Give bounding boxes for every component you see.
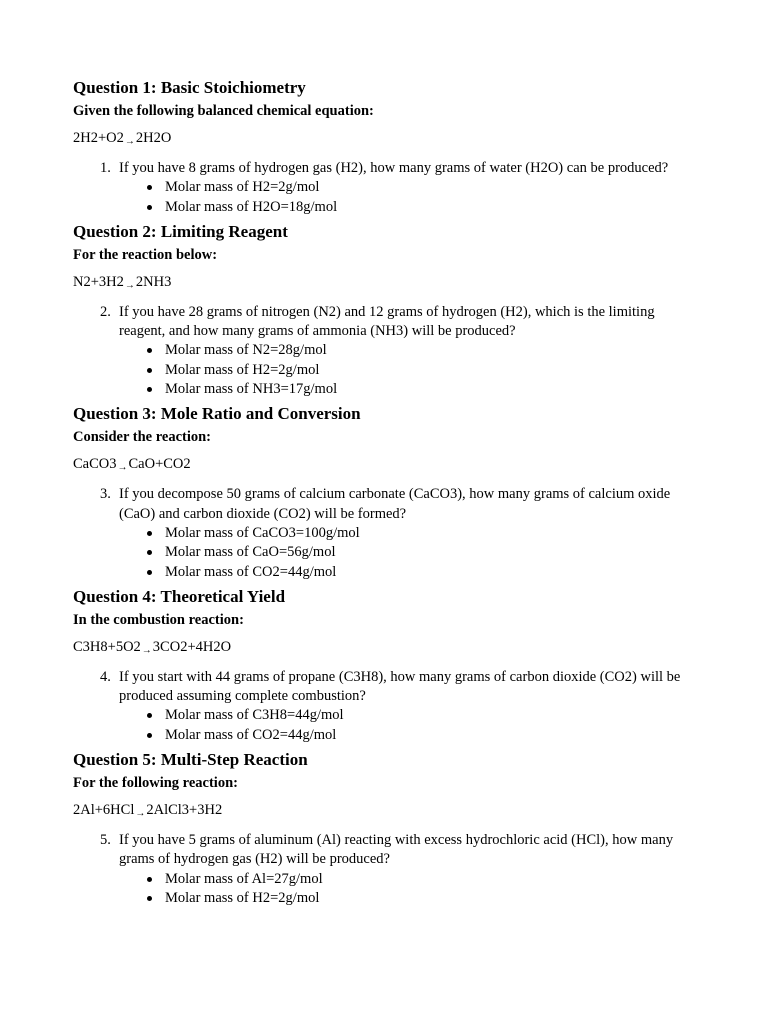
question-item xyxy=(73,303,703,342)
question-item xyxy=(73,668,703,707)
question-section xyxy=(73,403,703,581)
equation-products: CaO+CO2 xyxy=(128,456,191,473)
question-number: 3. xyxy=(100,486,111,503)
equation-reactants: C3H8+5O2 xyxy=(73,638,141,655)
question-title: Question 5: Multi-Step Reaction xyxy=(73,750,308,770)
molar-mass-item: Molar mass of H2=2g/mol xyxy=(165,178,703,197)
chemical-equation xyxy=(73,273,703,295)
question-text: If you have 28 grams of nitrogen (N2) and 12 grams of hydrogen (H2), which is the limiting reagent, and how many grams of ammonia (NH3) will be produced? xyxy=(119,303,655,340)
molar-mass-list xyxy=(73,870,703,909)
molar-mass-item: Molar mass of C3H8=44g/mol xyxy=(165,706,703,725)
reaction-arrow-icon: → xyxy=(117,462,128,474)
reaction-arrow-icon: → xyxy=(124,279,135,291)
equation-reactants: N2+3H2 xyxy=(73,273,124,290)
equation-reactants: 2Al+6HCl xyxy=(73,802,135,819)
question-text: If you have 5 grams of aluminum (Al) reacting with excess hydrochloric acid (HCl), how many grams of hydrogen gas (H2) will be produced? xyxy=(119,832,674,868)
reaction-arrow-icon: → xyxy=(141,644,152,656)
question-item xyxy=(73,159,703,178)
molar-mass-list xyxy=(73,341,703,399)
chemical-equation xyxy=(73,638,703,660)
molar-mass-list xyxy=(73,524,703,582)
molar-mass-item: Molar mass of CaCO3=100g/mol xyxy=(165,524,703,543)
question-section xyxy=(73,586,703,745)
question-text: If you have 8 grams of hydrogen gas (H2), how many grams of water (H2O) can be produced? xyxy=(119,160,669,176)
molar-mass-item: Molar mass of CO2=44g/mol xyxy=(165,726,703,745)
question-section xyxy=(73,749,703,908)
molar-mass-item: Molar mass of CaO=56g/mol xyxy=(165,543,703,562)
question-title: Question 2: Limiting Reagent xyxy=(73,221,288,241)
question-text: If you decompose 50 grams of calcium carbonate (CaCO3), how many grams of calcium oxide (CaO) and carbon dioxide (CO2) will be formed? xyxy=(119,486,671,522)
document-page xyxy=(73,77,703,912)
molar-mass-list xyxy=(73,178,703,217)
question-title: Question 3: Mole Ratio and Conversion xyxy=(73,404,361,424)
reaction-arrow-icon: → xyxy=(124,136,135,147)
equation-products: 2H2O xyxy=(135,130,172,146)
question-intro: Given the following balanced chemical equation: xyxy=(73,103,374,119)
chemical-equation xyxy=(73,455,703,477)
molar-mass-list xyxy=(73,706,703,745)
question-intro: In the combustion reaction: xyxy=(73,611,244,628)
question-number: 1. xyxy=(100,160,111,176)
equation-products: 3CO2+4H2O xyxy=(152,638,232,655)
question-number: 4. xyxy=(100,668,111,685)
question-number: 2. xyxy=(100,303,111,320)
chemical-equation xyxy=(73,129,703,151)
question-item xyxy=(73,485,703,524)
molar-mass-item: Molar mass of N2=28g/mol xyxy=(165,341,703,360)
molar-mass-item: Molar mass of CO2=44g/mol xyxy=(165,563,703,582)
question-title: Question 4: Theoretical Yield xyxy=(73,586,286,606)
question-section xyxy=(73,221,703,399)
equation-reactants: 2H2+O2 xyxy=(73,130,124,146)
question-intro: For the following reaction: xyxy=(73,775,238,792)
chemical-equation xyxy=(73,801,703,823)
question-text: If you start with 44 grams of propane (C3H8), how many grams of carbon dioxide (CO2) will be produced assuming complete combustion? xyxy=(119,668,681,705)
molar-mass-item: Molar mass of Al=27g/mol xyxy=(165,870,703,889)
question-title: Question 1: Basic Stoichiometry xyxy=(73,78,306,97)
question-number: 5. xyxy=(100,832,111,849)
equation-products: 2NH3 xyxy=(135,273,172,290)
question-intro: Consider the reaction: xyxy=(73,429,212,446)
molar-mass-item: Molar mass of H2=2g/mol xyxy=(165,361,703,380)
molar-mass-item: Molar mass of NH3=17g/mol xyxy=(165,380,703,399)
molar-mass-item: Molar mass of H2O=18g/mol xyxy=(165,198,703,217)
question-intro: For the reaction below: xyxy=(73,246,218,263)
question-section xyxy=(73,77,703,217)
reaction-arrow-icon: → xyxy=(135,808,146,820)
question-item xyxy=(73,831,703,870)
equation-products: 2AlCl3+3H2 xyxy=(146,802,223,819)
equation-reactants: CaCO3 xyxy=(73,456,117,473)
molar-mass-item: Molar mass of H2=2g/mol xyxy=(165,889,703,908)
